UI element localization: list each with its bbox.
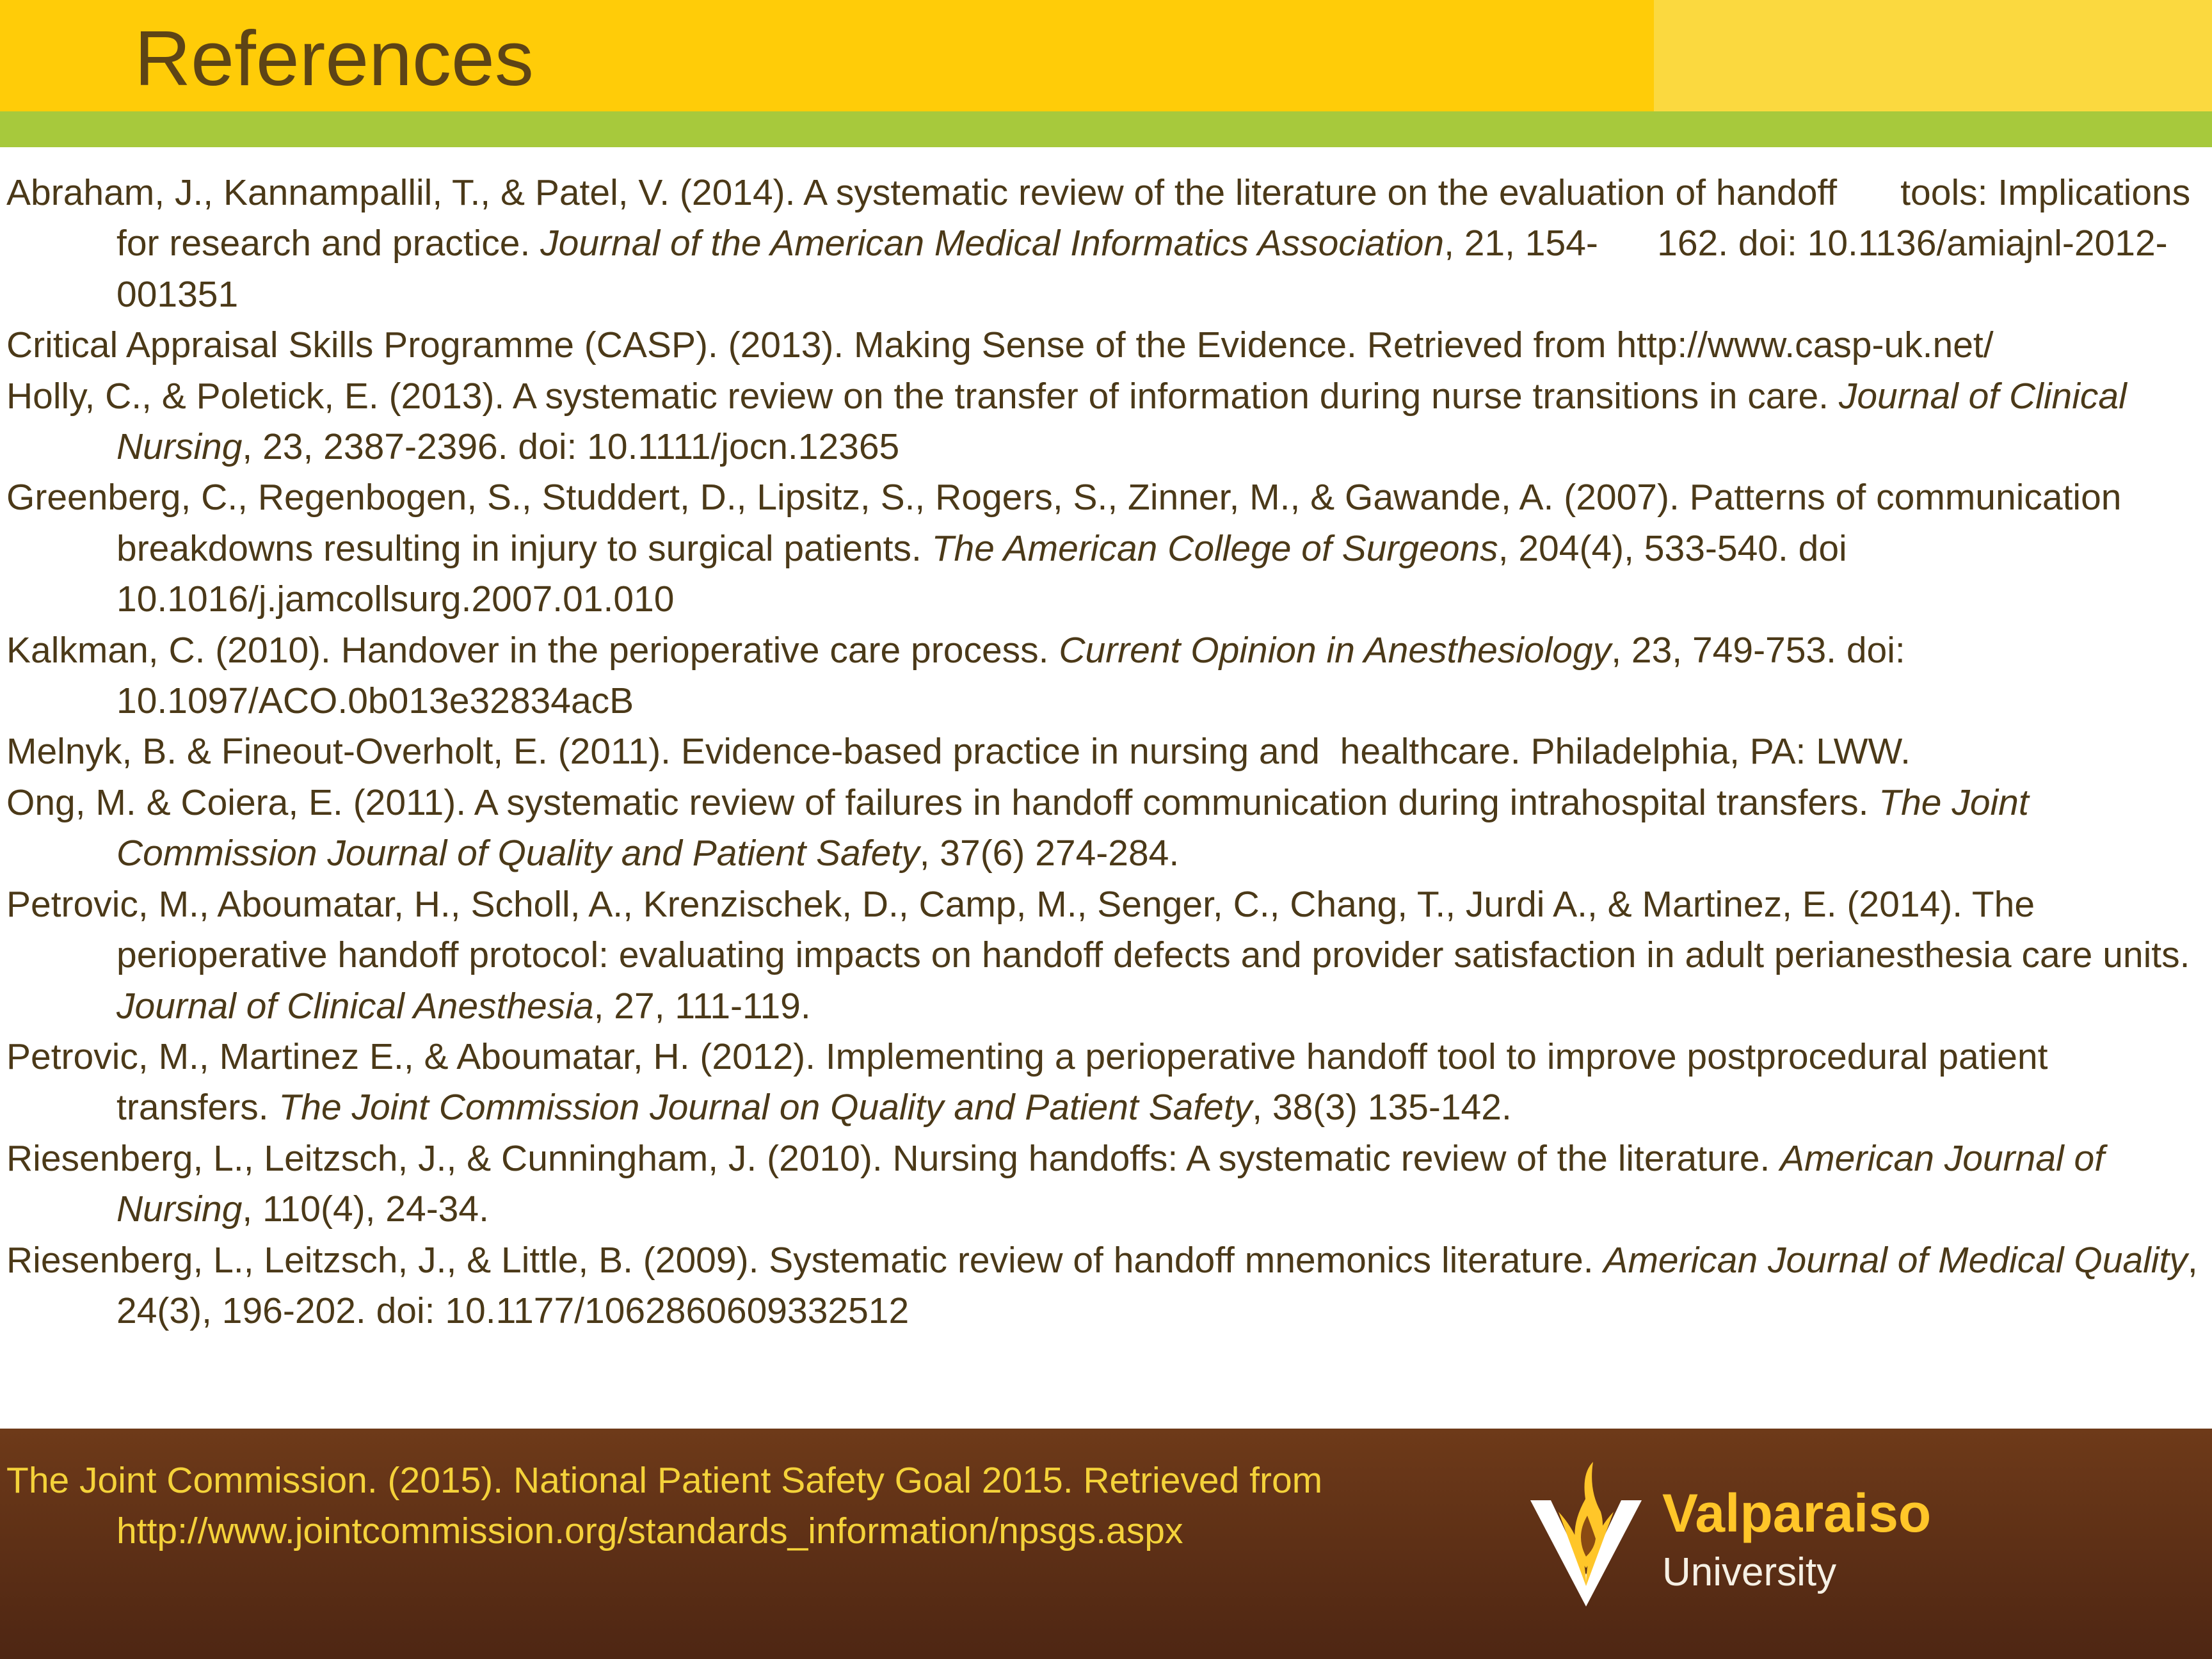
reference-text: Critical Appraisal Skills Programme (CASP). (2013). Making Sense of the Evidence. Retrieved from http://www.casp-uk.net/ bbox=[6, 325, 1994, 366]
reference-journal: Journal of Clinical Anesthesia bbox=[116, 985, 594, 1027]
reference-text: , 21, 154- 162. doi: 10.1136/amiajnl-2012-001351 bbox=[116, 223, 2168, 315]
reference-entry bbox=[6, 168, 2208, 320]
footer-band bbox=[0, 1429, 2212, 1659]
reference-text: Petrovic, M., Aboumatar, H., Scholl, A., Krenzischek, D., Camp, M., Senger, C., Chang, T., Jurdi A., & Martinez, E. (2014). The perioperative handoff protocol: evaluating impacts on handoff defects and provider satisfaction in adult perianesthesia care units. bbox=[6, 883, 2200, 976]
reference-entry bbox=[6, 726, 2208, 777]
reference-entry bbox=[6, 625, 2208, 727]
reference-journal: Journal of Clinical Nursing bbox=[116, 375, 2137, 468]
reference-text: , 110(4), 24-34. bbox=[242, 1189, 489, 1230]
reference-entry bbox=[6, 778, 2208, 879]
reference-entry bbox=[6, 472, 2208, 625]
reference-text: Holly, C., & Poletick, E. (2013). A systematic review on the transfer of information during nurse transitions in care. bbox=[6, 375, 1839, 417]
reference-journal: The Joint Commission Journal on Quality and Patient Safety bbox=[278, 1087, 1253, 1128]
reference-text: Abraham, J., Kannampallil, T., & Patel, V. (2014). A systematic review of the literature on the evaluation of handoff tools: Implications for research and practice. bbox=[6, 172, 2201, 264]
reference-text: , 204(4), 533-540. doi 10.1016/j.jamcollsurg.2007.01.010 bbox=[116, 527, 1857, 620]
reference-journal: Journal of the American Medical Informatics Association bbox=[540, 223, 1445, 264]
reference-journal: American Journal of Nursing bbox=[116, 1137, 2115, 1230]
reference-journal: The Joint Commission Journal of Quality and Patient Safety bbox=[116, 781, 2039, 874]
reference-entry bbox=[6, 879, 2208, 1032]
reference-entry bbox=[6, 1134, 2208, 1235]
reference-entry bbox=[6, 1235, 2208, 1337]
reference-text: Petrovic, M., Martinez E., & Aboumatar, H. (2012). Implementing a perioperative handoff tool to improve postprocedural patient transfers. bbox=[6, 1036, 2058, 1128]
university-logo bbox=[1527, 1461, 1975, 1608]
reference-text: , 23, 749-753. doi: 10.1097/ACO.0b013e32834acB bbox=[116, 629, 1916, 722]
footer-reference: The Joint Commission. (2015). National Patient Safety Goal 2015. Retrieved from http://www.jointcommission.org/standards_information/npsgs.aspx bbox=[6, 1460, 1323, 1552]
torch-logo-icon bbox=[1527, 1461, 1646, 1608]
reference-text: Kalkman, C. (2010). Handover in the perioperative care process. bbox=[6, 629, 1059, 671]
title-bar bbox=[0, 0, 2212, 111]
reference-text: Riesenberg, L., Leitzsch, J., & Little, B. (2009). Systematic review of handoff mnemonics literature. bbox=[6, 1239, 1604, 1281]
reference-text: Melnyk, B. & Fineout-Overholt, E. (2011). Evidence-based practice in nursing and healthcare. Philadelphia, PA: LWW. bbox=[6, 731, 1911, 773]
reference-text: , 24(3), 196-202. doi: 10.1177/1062860609332512 bbox=[116, 1239, 2208, 1331]
reference-journal: Current Opinion in Anesthesiology bbox=[1059, 629, 1612, 671]
reference-text: , 27, 111-119. bbox=[593, 985, 811, 1027]
reference-text: Greenberg, C., Regenbogen, S., Studdert, D., Lipsitz, S., Rogers, S., Zinner, M., & Gawande, A. (2007). Patterns of communication breakdowns resulting in injury to surgical patients. bbox=[6, 477, 2132, 569]
accent-stripe bbox=[0, 111, 2212, 147]
title-bar-accent bbox=[1654, 0, 2212, 111]
logo-wordmark: Valparaiso bbox=[1662, 1483, 1932, 1543]
slide-title: References bbox=[134, 15, 534, 102]
reference-journal: The American College of Surgeons bbox=[931, 527, 1498, 569]
logo-subtitle: University bbox=[1662, 1550, 1837, 1594]
reference-text: Ong, M. & Coiera, E. (2011). A systematic review of failures in handoff communication during intrahospital transfers. bbox=[6, 781, 1879, 823]
reference-entry bbox=[6, 320, 2208, 371]
reference-entry bbox=[6, 1032, 2208, 1134]
reference-journal: American Journal of Medical Quality bbox=[1603, 1239, 2188, 1281]
reference-text: , 38(3) 135-142. bbox=[1252, 1087, 1512, 1128]
reference-text: Riesenberg, L., Leitzsch, J., & Cunningham, J. (2010). Nursing handoffs: A systematic review of the literature. bbox=[6, 1137, 1781, 1179]
reference-text: , 37(6) 274-284. bbox=[919, 833, 1180, 874]
reference-entry bbox=[6, 371, 2208, 473]
reference-list bbox=[6, 168, 2208, 1336]
reference-text: , 23, 2387-2396. doi: 10.1111/jocn.12365 bbox=[242, 426, 900, 468]
